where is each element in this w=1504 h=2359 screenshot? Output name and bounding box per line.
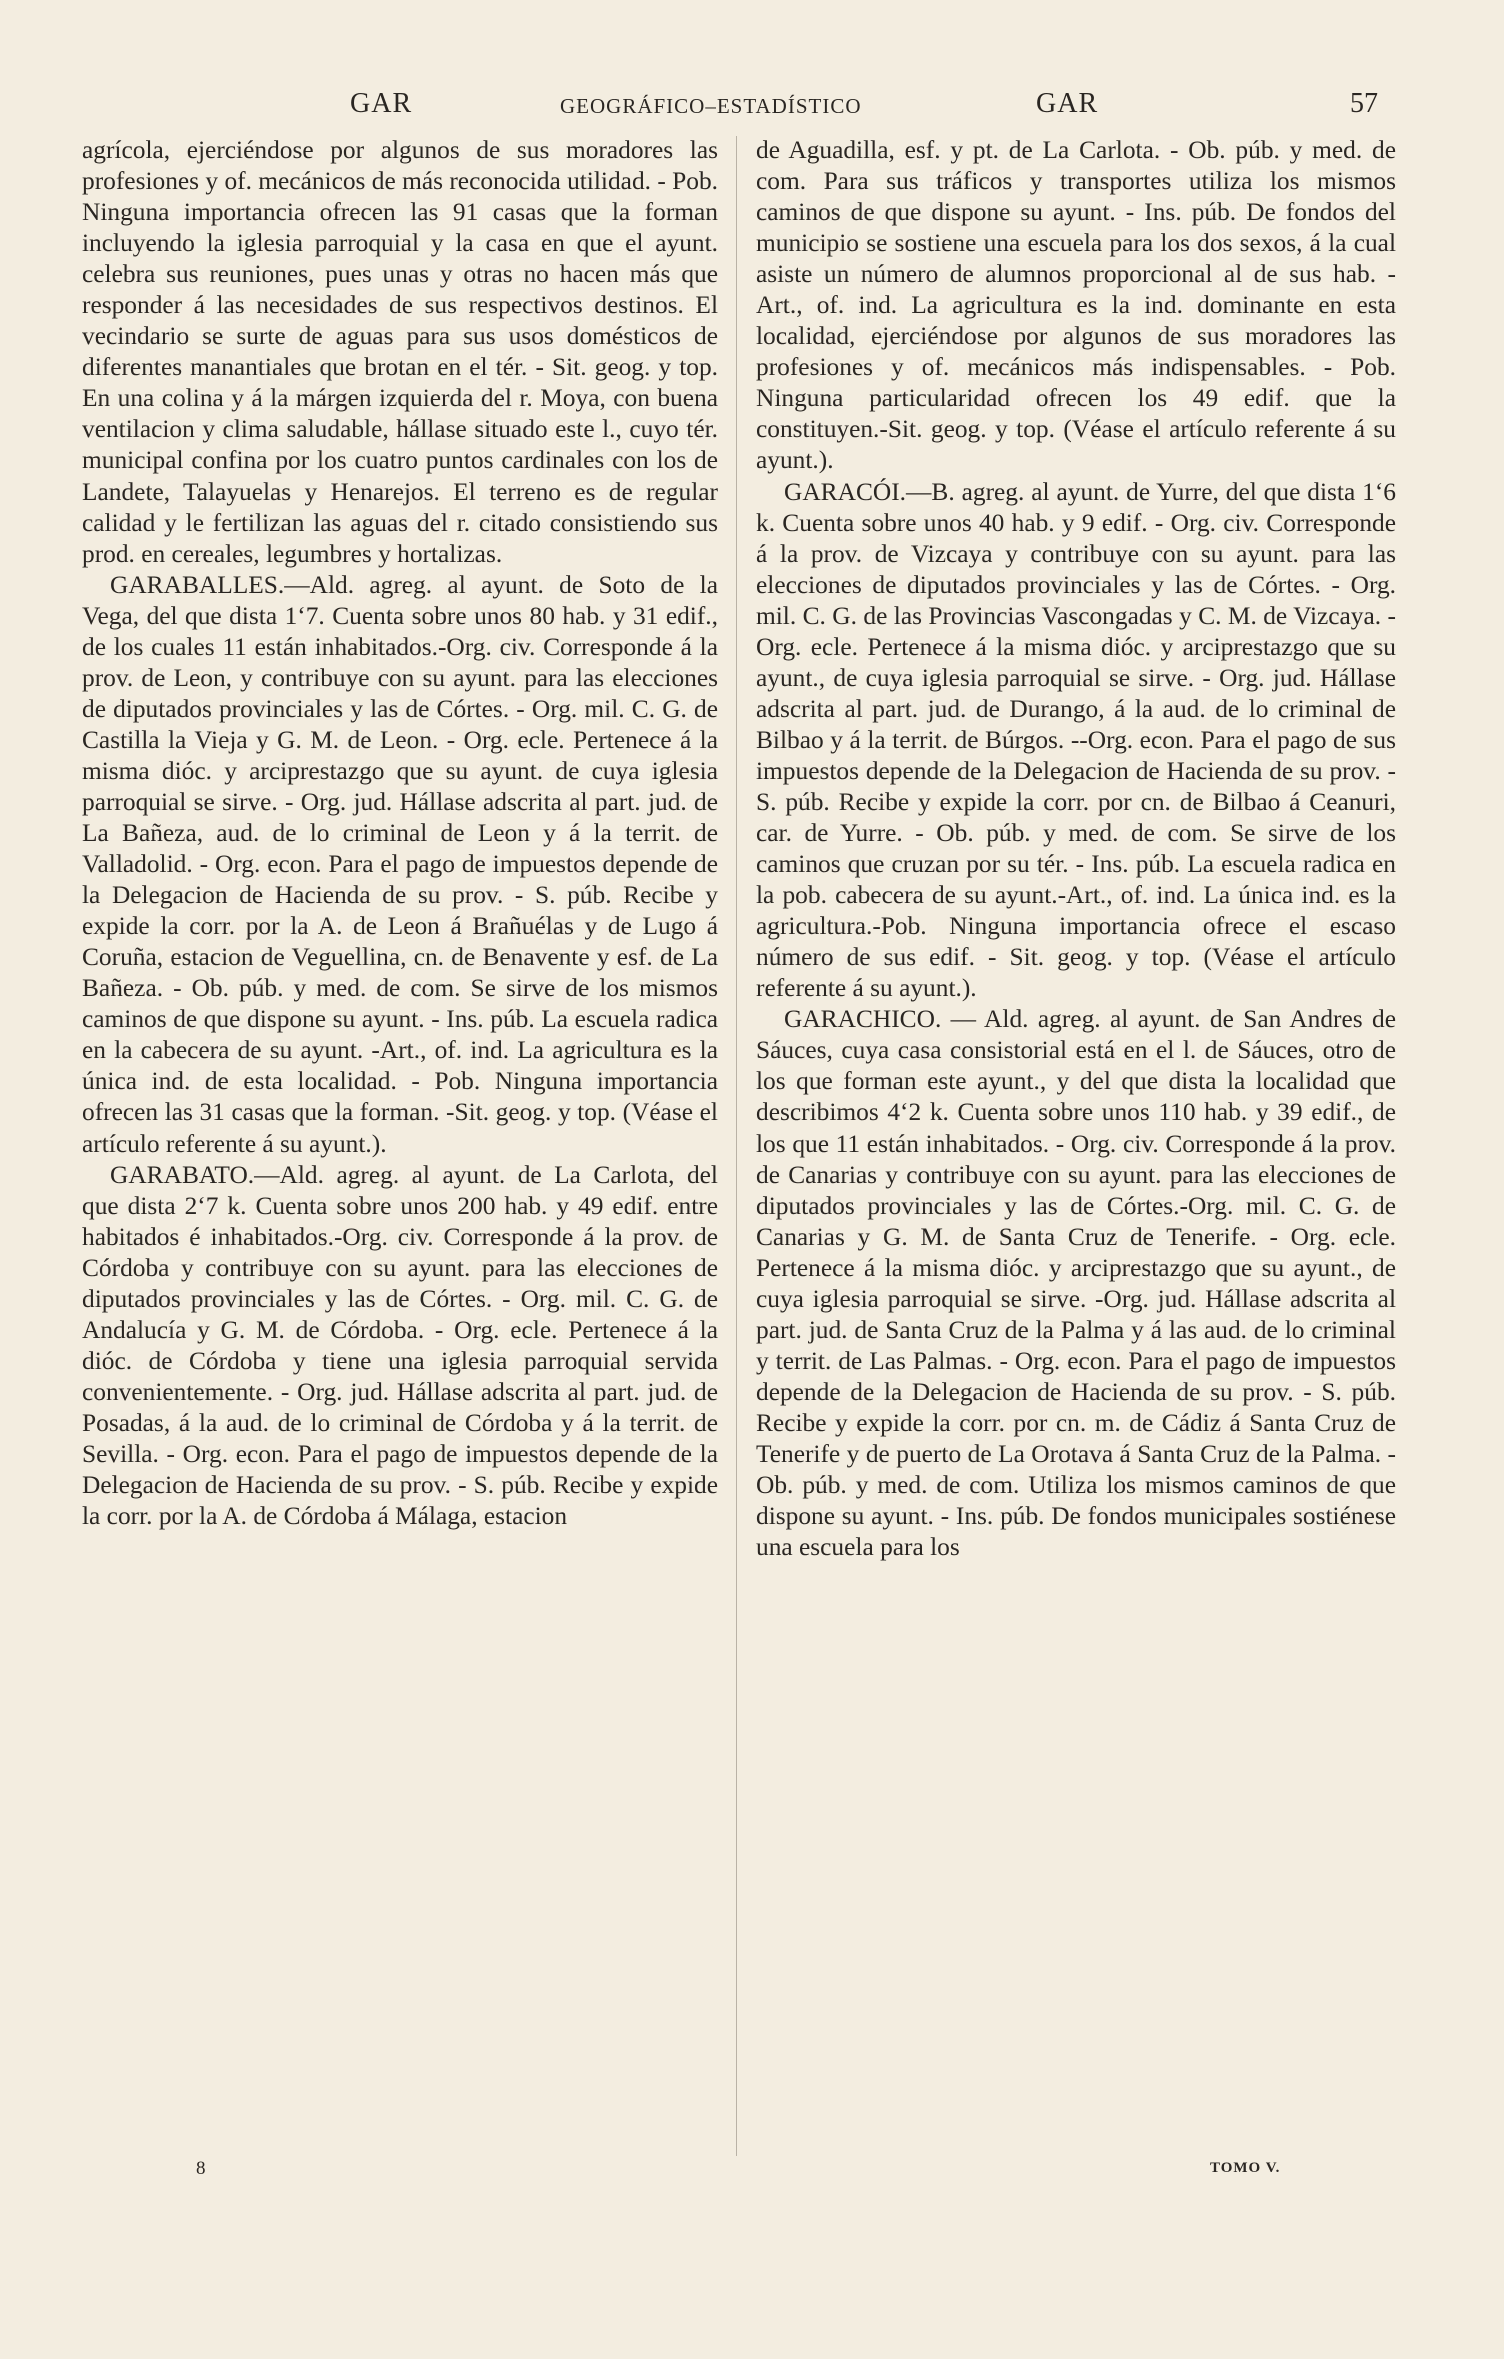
header-right-keyword: GAR — [1036, 88, 1099, 119]
left-column — [82, 135, 718, 1532]
entry-continuation-right: de Aguadilla, esf. y pt. de La Carlota. - Ob. púb. y med. de com. Para sus tráficos y transportes utiliza los mismos caminos de que dispone su ayunt. - Ins. púb. De fondos del municipio se sostiene una escuela para los dos sexos, á la cual asiste un número de alumnos proporcional al de sus hab. - Art., of. ind. La agricultura es la ind. dominante en esta localidad, ejerciéndose por algunos de sus moradores las profesiones y of. mecánicos más indispensables. - Pob. Ninguna particularidad ofrecen los 49 edif. que la constituyen.-Sit. geog. y top. (Véase el artículo referente á su ayunt.). — [756, 136, 1396, 475]
entry-garacoi: GARACÓI.—B. agreg. al ayunt. de Yurre, del que dista 1‘6 k. Cuenta sobre unos 40 hab. y 9 edif. - Org. civ. Corresponde á la prov. de Vizcaya y contribuye con su ayunt. para las elecciones de diputados provinciales y las de Córtes. - Org. mil. C. G. de las Provincias Vascongadas y C. M. de Vizcaya. -Org. ecle. Pertenece á la misma dióc. y arciprestazgo que su ayunt., de cuya iglesia parroquial se sirve. - Org. jud. Hállase adscrita al part. jud. de Durango, á la aud. de lo criminal de Bilbao y á la territ. de Búrgos. --Org. econ. Para el pago de sus impuestos depende de la Delegacion de Hacienda de su prov. - S. púb. Recibe y expide la corr. por cn. de Bilbao á Ceanuri, car. de Yurre. - Ob. púb. y med. de com. Se sirve de los caminos que cruzan por su tér. - Ins. púb. La escuela radica en la pob. cabecera de su ayunt.-Art., of. ind. La única ind. es la agricultura.-Pob. Ninguna importancia ofrece el escaso número de sus edif. - Sit. geog. y top. (Véase el artículo referente á su ayunt.). — [756, 477, 1396, 1003]
entry-garachico: GARACHICO. — Ald. agreg. al ayunt. de San Andres de Sáuces, cuya casa consistorial está en el l. de Sáuces, otro de los que forman este ayunt., y del que dista la localidad que describimos 4‘2 k. Cuenta sobre unos 110 hab. y 39 edif., de los que 11 están inhabitados. - Org. civ. Corresponde á la prov. de Canarias y contribuye con su ayunt. para las elecciones de diputados provinciales y las de Córtes.-Org. mil. C. G. de Canarias y G. M. de Santa Cruz de Tenerife. - Org. ecle. Pertenece á la misma dióc. y arciprestazgo que su ayunt., de cuya iglesia parroquial se sirve. -Org. jud. Hállase adscrita al part. jud. de Santa Cruz de la Palma y á las aud. de lo criminal y territ. de Las Palmas. - Org. econ. Para el pago de impuestos depende de la Delegacion de Hacienda de su prov. - S. púb. Recibe y expide la corr. por cn. m. de Cádiz á Santa Cruz de Tenerife y de puerto de La Orotava á Santa Cruz de la Palma. - Ob. púb. y med. de com. Utiliza los mismos caminos de que dispone su ayunt. - Ins. púb. De fondos municipales sostiénese una escuela para los — [756, 1005, 1396, 1562]
entry-continuation: agrícola, ejerciéndose por algunos de sus moradores las profesiones y of. mecánicos de más reconocida utilidad. - Pob. Ninguna importancia ofrecen las 91 casas que la forman incluyendo la iglesia parroquial y la casa en que el ayunt. celebra sus reuniones, pues unas y otras no hacen más que responder á las necesidades de sus respectivos destinos. El vecindario se surte de aguas para sus usos domésticos de diferentes manantiales que brotan en el tér. - Sit. geog. y top. En una colina y á la márgen izquierda del r. Moya, con buena ventilacion y clima saludable, hállase situado este l., cuyo tér. municipal confina por los cuatro puntos cardinales con los de Landete, Talayuelas y Henarejos. El terreno es de regular calidad y le fertilizan las aguas del r. citado consistiendo sus prod. en cereales, legumbres y hortalizas. — [82, 136, 718, 568]
entry-garabato: GARABATO.—Ald. agreg. al ayunt. de La Carlota, del que dista 2‘7 k. Cuenta sobre unos 200 hab. y 49 edif. entre habitados é inhabitados.-Org. civ. Corresponde á la prov. de Córdoba y contribuye con su ayunt. para las elecciones de diputados provinciales y las de Córtes. - Org. mil. C. G. de Andalucía y G. M. de Córdoba. - Org. ecle. Pertenece á la dióc. de Córdoba y tiene una iglesia parroquial servida convenientemente. - Org. jud. Hállase adscrita al part. jud. de Posadas, á la aud. de lo criminal de Córdoba y á la territ. de Sevilla. - Org. econ. Para el pago de impuestos depende de la Delegacion de Hacienda de su prov. - S. púb. Recibe y expide la corr. por la A. de Córdoba á Málaga, estacion — [82, 1160, 718, 1531]
header-left-keyword: GAR — [350, 88, 413, 119]
header-title: GEOGRÁFICO–ESTADÍSTICO — [560, 94, 862, 118]
entry-garaballes: GARABALLES.—Ald. agreg. al ayunt. de Soto de la Vega, del que dista 1‘7. Cuenta sobre unos 80 hab. y 31 edif., de los cuales 11 están inhabitados.-Org. civ. Corresponde á la prov. de Leon, y contribuye con su ayunt. para las elecciones de diputados provinciales y las de Córtes. - Org. mil. C. G. de Castilla la Vieja y G. M. de Leon. - Org. ecle. Pertenece á la misma dióc. y arciprestazgo que su ayunt. de cuya iglesia parroquial se sirve. - Org. jud. Hállase adscrita al part. jud. de La Bañeza, aud. de lo criminal de Leon y á la territ. de Valladolid. - Org. econ. Para el pago de impuestos depende de la Delegacion de Hacienda de su prov. - S. púb. Recibe y expide la corr. por la A. de Leon á Brañuélas y de Lugo á Coruña, estacion de Veguellina, cn. de Benavente y esf. de La Bañeza. - Ob. púb. y med. de com. Se sirve de los mismos caminos de que dispone su ayunt. - Ins. púb. La escuela radica en la cabecera de su ayunt. -Art., of. ind. La agricultura es la única ind. de esta localidad. - Pob. Ninguna importancia ofrecen las 31 casas que la forman. -Sit. geog. y top. (Véase el artículo referente á su ayunt.). — [82, 570, 718, 1158]
signature-mark: 8 — [196, 2158, 206, 2179]
right-column — [756, 135, 1396, 1563]
page-number: 57 — [1350, 88, 1378, 119]
running-header — [0, 88, 1504, 128]
column-divider — [736, 136, 737, 2156]
volume-mark: TOMO V. — [1210, 2160, 1281, 2176]
